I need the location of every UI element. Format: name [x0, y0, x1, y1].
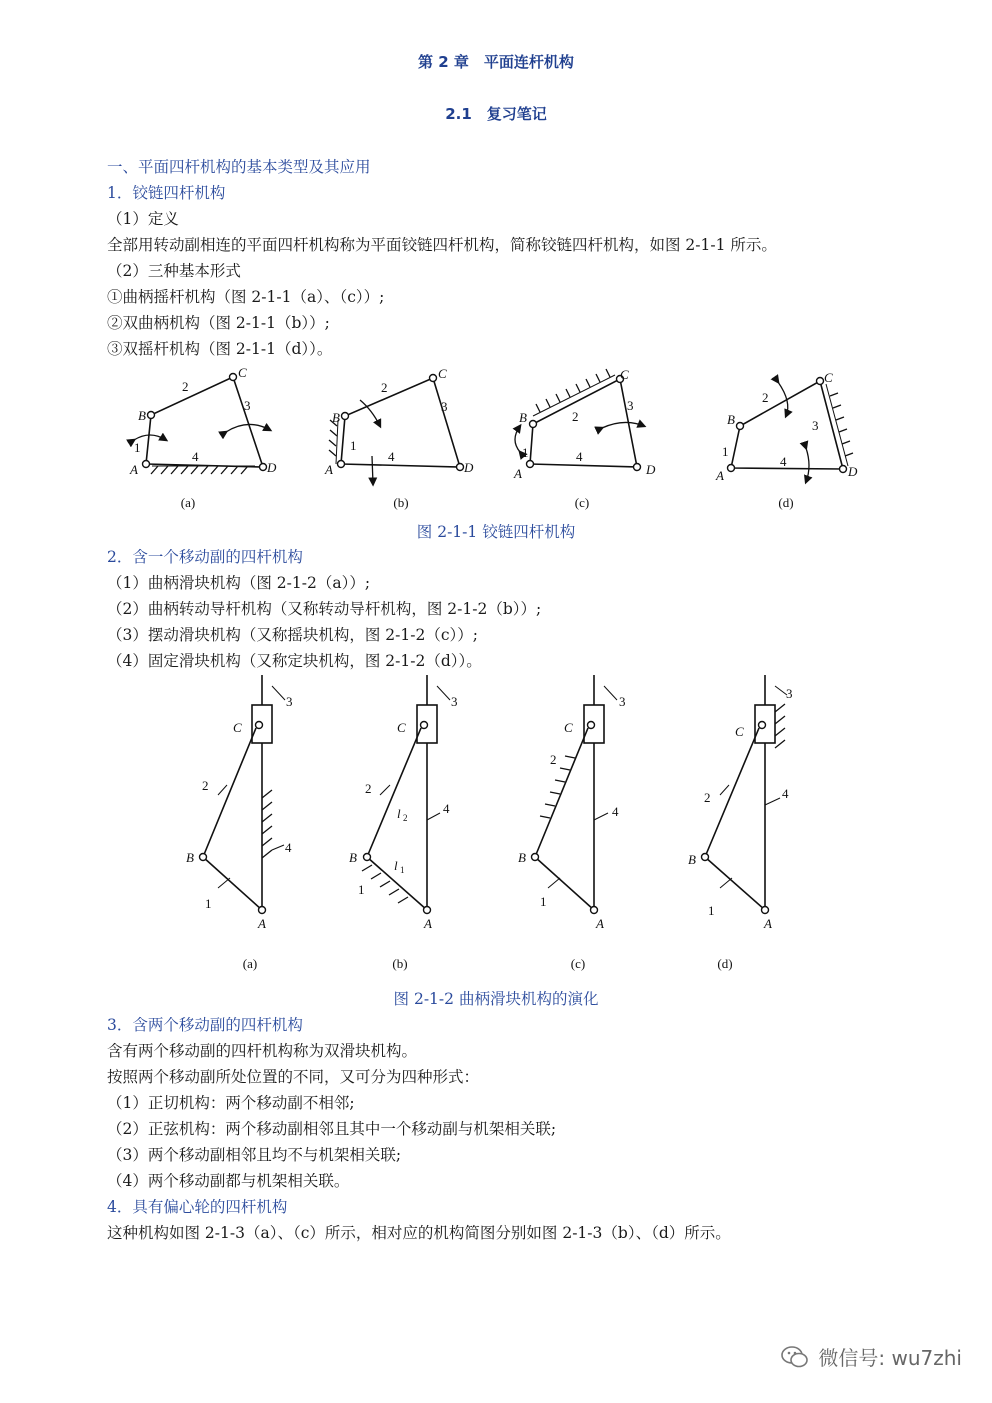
heading-1-3: 3．含两个移动副的四杆机构 [107, 1016, 303, 1034]
point-label: D [646, 462, 656, 477]
svg-text:2: 2 [403, 813, 408, 823]
svg-text:B: B [186, 850, 194, 865]
svg-text:(b): (b) [392, 956, 408, 971]
text-line: ②双曲柄机构（图 2-1-1（b））; [107, 314, 330, 332]
section-title: 2.1 复习笔记 [445, 105, 547, 123]
point-label: D [464, 460, 474, 475]
text-line: （1）曲柄滑块机构（图 2-1-2（a））; [107, 574, 371, 592]
text-line: 全部用转动副相连的平面四杆机构称为平面铰链四杆机构，简称铰链四杆机构，如图 2-1-1 所示。 [107, 236, 777, 254]
wechat-icon [780, 1345, 810, 1369]
svg-text:3: 3 [812, 418, 819, 433]
svg-text:2: 2 [704, 790, 711, 805]
text-line: ①曲柄摇杆机构（图 2-1-1（a）、（c））; [107, 288, 385, 306]
heading-1-4: 4．具有偏心轮的四杆机构 [107, 1198, 288, 1216]
point-label: C [620, 367, 629, 382]
point-label: B [727, 412, 735, 427]
text-line: 按照两个移动副所处位置的不同，又可分为四种形式： [107, 1068, 480, 1086]
svg-text:4: 4 [612, 804, 619, 819]
text-line: （3）两个移动副相邻且均不与机架相关联; [107, 1146, 402, 1164]
svg-text:2: 2 [365, 781, 372, 796]
chapter-title: 第 2 章 平面连杆机构 [418, 53, 574, 71]
svg-text:l: l [397, 806, 401, 821]
text-line: （4）固定滑块机构（又称定块机构，图 2-1-2（d））。 [107, 652, 482, 670]
text-line: （1）定义 [107, 210, 179, 228]
wechat-watermark [780, 1342, 962, 1371]
svg-text:3: 3 [451, 694, 458, 709]
sub-label: (c) [574, 495, 590, 510]
point-label: B [332, 410, 340, 425]
svg-text:2: 2 [202, 778, 209, 793]
svg-text:4: 4 [285, 840, 292, 855]
text-line: （2）三种基本形式 [107, 262, 241, 280]
text-line: （2）曲柄转动导杆机构（又称转动导杆机构，图 2-1-2（b））; [107, 600, 542, 618]
point-label: A [514, 466, 522, 481]
svg-text:4: 4 [782, 786, 789, 801]
point-label: A [325, 462, 333, 477]
svg-text:B: B [518, 850, 526, 865]
heading-1-1: 1．铰链四杆机构 [107, 184, 226, 202]
svg-text:1: 1 [400, 865, 405, 875]
svg-text:2: 2 [550, 752, 557, 767]
svg-text:4: 4 [192, 449, 199, 464]
svg-text:3: 3 [244, 398, 251, 413]
svg-text:(c): (c) [570, 956, 586, 971]
svg-text:4: 4 [388, 449, 395, 464]
point-label: D [267, 460, 277, 475]
text-line: ③双摇杆机构（图 2-1-1（d））。 [107, 340, 333, 358]
svg-text:2: 2 [762, 390, 769, 405]
svg-text:B: B [349, 850, 357, 865]
text-line: （4）两个移动副都与机架相关联。 [107, 1172, 350, 1190]
svg-text:A: A [764, 916, 772, 931]
heading-1-2: 2．含一个移动副的四杆机构 [107, 548, 303, 566]
svg-text:3: 3 [286, 694, 293, 709]
svg-text:2: 2 [381, 380, 388, 395]
svg-text:A: A [424, 916, 432, 931]
text-line: 含有两个移动副的四杆机构称为双滑块机构。 [107, 1042, 418, 1060]
figure-2-1-1 [0, 360, 992, 520]
point-label: D [848, 464, 858, 479]
svg-text:1: 1 [350, 438, 357, 453]
text-line: （2）正弦机构：两个移动副相邻且其中一个移动副与机架相关联; [107, 1120, 557, 1138]
svg-text:C: C [397, 720, 406, 735]
point-label: C [438, 366, 447, 381]
sub-label: (a) [180, 495, 196, 510]
svg-text:3: 3 [627, 398, 634, 413]
point-label: C [238, 365, 247, 380]
svg-text:2: 2 [182, 379, 189, 394]
svg-text:C: C [735, 724, 744, 739]
svg-text:1: 1 [134, 440, 141, 455]
svg-text:(a): (a) [242, 956, 258, 971]
svg-text:1: 1 [205, 896, 212, 911]
text-line: 这种机构如图 2-1-3（a）、（c）所示，相对应的机构简图分别如图 2-1-3（b）、（d）所示。 [107, 1224, 731, 1242]
point-label: C [824, 370, 833, 385]
point-label: A [716, 468, 724, 483]
svg-text:3: 3 [786, 686, 793, 701]
svg-text:4: 4 [443, 801, 450, 816]
svg-text:l: l [394, 858, 398, 873]
svg-text:3: 3 [619, 694, 626, 709]
point-label: B [519, 410, 527, 425]
svg-text:2: 2 [572, 409, 579, 424]
watermark-text: 微信号: wu7zhi [818, 1346, 962, 1370]
svg-text:1: 1 [540, 894, 547, 909]
svg-text:4: 4 [780, 454, 787, 469]
point-label: A [130, 462, 138, 477]
svg-text:B: B [688, 852, 696, 867]
svg-text:1: 1 [358, 882, 365, 897]
svg-text:1: 1 [522, 445, 529, 460]
svg-text:C: C [233, 720, 242, 735]
svg-text:A: A [596, 916, 604, 931]
svg-text:1: 1 [722, 444, 729, 459]
svg-text:A: A [258, 916, 266, 931]
heading-1: 一、平面四杆机构的基本类型及其应用 [107, 158, 371, 176]
svg-text:1: 1 [708, 903, 715, 918]
svg-text:C: C [564, 720, 573, 735]
svg-text:3: 3 [441, 399, 448, 414]
sub-label: (d) [778, 495, 794, 510]
figure-2-1-2 [0, 670, 992, 980]
figure-2-caption: 图 2-1-2 曲柄滑块机构的演化 [393, 990, 599, 1008]
point-label: B [138, 408, 146, 423]
sub-label: (b) [393, 495, 409, 510]
svg-text:4: 4 [576, 449, 583, 464]
figure-1-caption: 图 2-1-1 铰链四杆机构 [416, 523, 576, 541]
text-line: （1）正切机构：两个移动副不相邻; [107, 1094, 355, 1112]
svg-text:(d): (d) [717, 956, 733, 971]
text-line: （3）摆动滑块机构（又称摇块机构，图 2-1-2（c））; [107, 626, 479, 644]
